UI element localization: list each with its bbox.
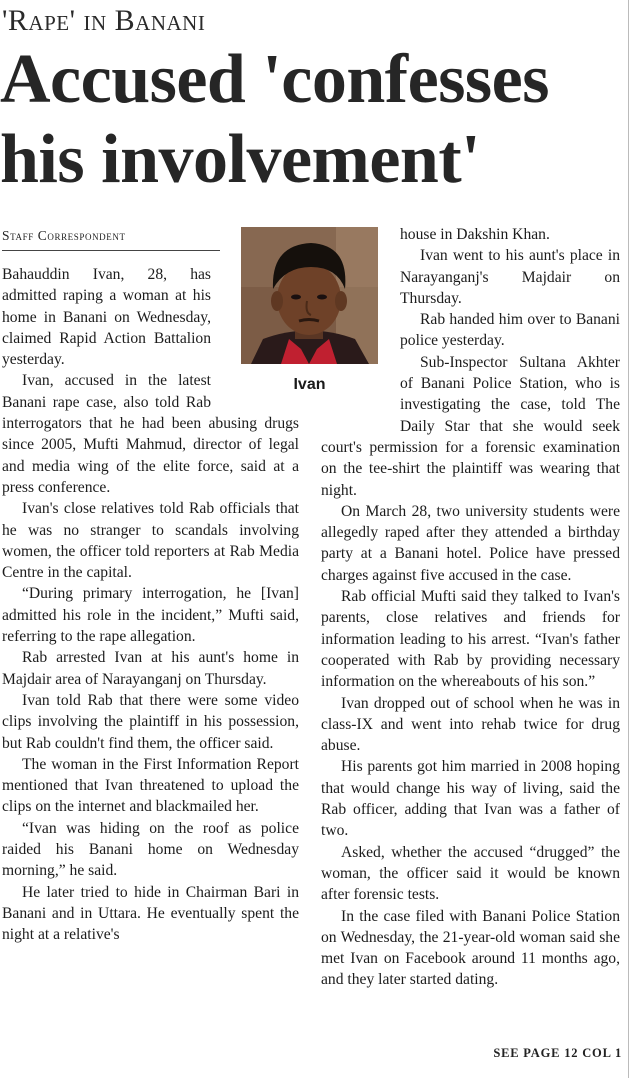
paragraph: Sub-Inspector Sultana Akhter of Banani Police Station, who is investigating the case, told The Daily Star that she would seek court's permission for a forensic examination on the tee-shirt the plaintiff was wearing that night. bbox=[321, 353, 620, 499]
byline: Staff Correspondent bbox=[2, 228, 220, 251]
paragraph: Rab official Mufti said they talked to Ivan's parents, close relatives and friends for information leading to his arrest. “Ivan's father cooperated with Rab by providing necessary information on the whereabouts of his son.” bbox=[321, 588, 620, 691]
kicker: 'Rape' in Banani bbox=[2, 4, 206, 37]
paragraph: Asked, whether the accused “drugged” the woman, the officer said it would be known after forensic tests. bbox=[321, 843, 620, 904]
photo-wrap-space bbox=[321, 224, 400, 422]
paragraph: On March 28, two university students were allegedly raped after they attended a birthday party at a Banani hotel. Police have pressed charges against five accused in the case. bbox=[321, 502, 620, 584]
headline-line-1: Accused 'confesses bbox=[0, 41, 549, 118]
paragraph: Rab arrested Ivan at his aunt's home in Majdair area of Narayanganj on Thursday. bbox=[2, 649, 299, 688]
paragraph: The woman in the First Information Report mentioned that Ivan threatened to upload the clips on the internet and blackmailed her. bbox=[2, 755, 299, 816]
paragraph: “During primary interrogation, he [Ivan] admitted his role in the incident,” Mufti said, referring to the rape allegation. bbox=[2, 585, 299, 646]
article-column-1 bbox=[2, 264, 299, 946]
article-column-2 bbox=[321, 224, 620, 991]
headline-line-2: his involvement' bbox=[0, 121, 481, 198]
headline bbox=[0, 40, 630, 200]
paragraph: He later tried to hide in Chairman Bari in Banani and in Uttara. He eventually spent the night at a relative's bbox=[2, 883, 299, 944]
paragraph: Ivan, accused in the latest Banani rape case, also told Rab interrogators that he had been abusing drugs since 2005, Mufti Mahmud, director of legal and media wing of the elite force, said at a press conference. bbox=[2, 372, 299, 496]
photo-wrap-space bbox=[211, 264, 299, 395]
paragraph: Ivan's close relatives told Rab officials that he was no stranger to scandals involving women, the officer told reporters at Rab Media Centre in the capital. bbox=[2, 500, 299, 582]
paragraph: In the case filed with Banani Police Station on Wednesday, the 21-year-old woman said she met Ivan on Facebook around 11 months ago, and they later started dating. bbox=[321, 907, 620, 989]
paragraph: Rab handed him over to Banani police yesterday. bbox=[400, 311, 620, 350]
paragraph: His parents got him married in 2008 hoping that would change his way of living, said the Rab officer, adding that Ivan was a father of two. bbox=[321, 758, 620, 840]
paragraph: Bahauddin Ivan, 28, has admitted raping a woman at his home in Banani on Wednesday, claimed Rapid Action Battalion yesterday. bbox=[2, 266, 211, 369]
paragraph: “Ivan was hiding on the roof as police raided his Banani home on Wednesday morning,” he said. bbox=[2, 819, 299, 880]
photo-caption: Ivan bbox=[293, 376, 326, 393]
paragraph: Ivan told Rab that there were some video clips involving the plaintiff in his possession, but Rab couldn't find them, the officer said. bbox=[2, 691, 299, 752]
continuation-note: SEE PAGE 12 COL 1 bbox=[493, 1046, 622, 1060]
paragraph: house in Dakshin Khan. bbox=[400, 226, 550, 243]
paragraph: Ivan dropped out of school when he was in class-IX and went into rehab twice for drug abuse. bbox=[321, 694, 620, 755]
paragraph: Ivan went to his aunt's place in Narayanganj's Majdair on Thursday. bbox=[400, 247, 620, 307]
column-rule bbox=[628, 0, 629, 1078]
